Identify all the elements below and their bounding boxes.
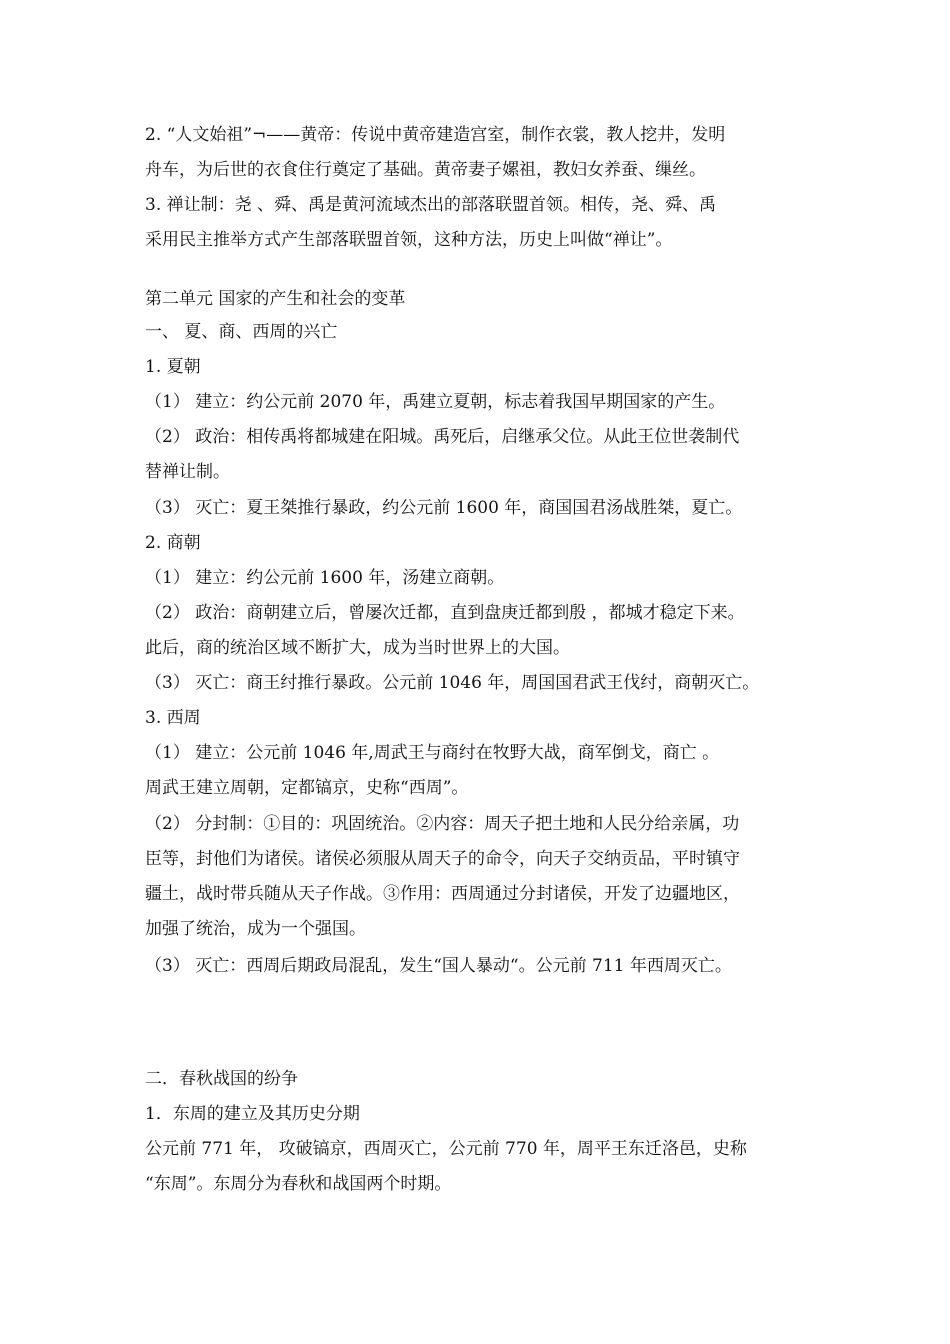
text-line: （1） 建立：约公元前 1600 年，汤建立商朝。 (145, 568, 505, 588)
text-line: （2） 政治：商朝建立后，曾屡次迁都，直到盘庚迁都到殷 ，都城才稳定下来。 (145, 603, 745, 623)
text-line: 疆土，战时带兵随从天子作战。③作用：西周通过分封诸侯，开发了边疆地区， (145, 884, 740, 904)
text-line: 采用民主推举方式产生部落联盟首领，这种方法，历史上叫做“禅让”。 (145, 230, 673, 250)
text-line: 3. 禅让制：尧 、舜、禹是黄河流域杰出的部落联盟首领。相传，尧、舜、禹 (145, 195, 717, 215)
text-line: （1） 建立：公元前 1046 年,周武王与商纣在牧野大战，商军倒戈，商亡 。 (145, 743, 720, 763)
text-line: 加强了统治，成为一个强国。 (145, 919, 366, 939)
subsection-heading: 1. 夏朝 (145, 357, 201, 377)
text-line: 2. “人文始祖”¬——黄帝：传说中黄帝建造宫室，制作衣裳，教人挖井，发明 (145, 125, 726, 145)
text-line: （3） 灭亡：西周后期政局混乱，发生“国人暴动“。公元前 711 年西周灭亡。 (145, 956, 732, 976)
section-heading: 二．春秋战国的纷争 (145, 1069, 298, 1089)
text-line: （2） 分封制：①目的：巩固统治。②内容：周天子把土地和人民分给亲属，功 (145, 814, 740, 834)
subsection-heading: 2. 商朝 (145, 533, 201, 553)
text-line: （2） 政治：相传禹将都城建在阳城。禹死后，启继承父位。从此王位世袭制代 (145, 427, 740, 447)
text-line: 此后，商的统治区域不断扩大，成为当时世界上的大国。 (145, 638, 570, 658)
text-line: 舟车，为后世的衣食住行奠定了基础。黄帝妻子嫘祖，教妇女养蚕、缫丝。 (145, 160, 706, 180)
text-line: （1） 建立：约公元前 2070 年，禹建立夏朝，标志着我国早期国家的产生。 (145, 392, 726, 412)
section-heading: 一、 夏、商、西周的兴亡 (145, 322, 338, 342)
text-line: 公元前 771 年， 攻破镐京，西周灭亡，公元前 770 年，周平王东迁洛邑，史称 (145, 1139, 747, 1159)
text-line: “东周”。东周分为春秋和战国两个时期。 (145, 1174, 452, 1194)
text-line: （3） 灭亡：夏王桀推行暴政，约公元前 1600 年，商国国君汤战胜桀，夏亡。 (145, 498, 743, 518)
text-line: （3） 灭亡：商王纣推行暴政。公元前 1046 年，周国国君武王伐纣，商朝灭亡。 (145, 673, 760, 693)
text-line: 周武王建立周朝，定都镐京，史称“西周”。 (145, 778, 469, 798)
text-line: 臣等，封他们为诸侯。诸侯必须服从周天子的命令，向天子交纳贡品，平时镇守 (145, 849, 740, 869)
text-line: 替禅让制。 (145, 462, 230, 482)
subsection-heading: 3. 西周 (145, 708, 201, 728)
subsection-heading: 1．东周的建立及其历史分期 (145, 1104, 360, 1124)
unit-heading: 第二单元 国家的产生和社会的变革 (145, 289, 406, 309)
